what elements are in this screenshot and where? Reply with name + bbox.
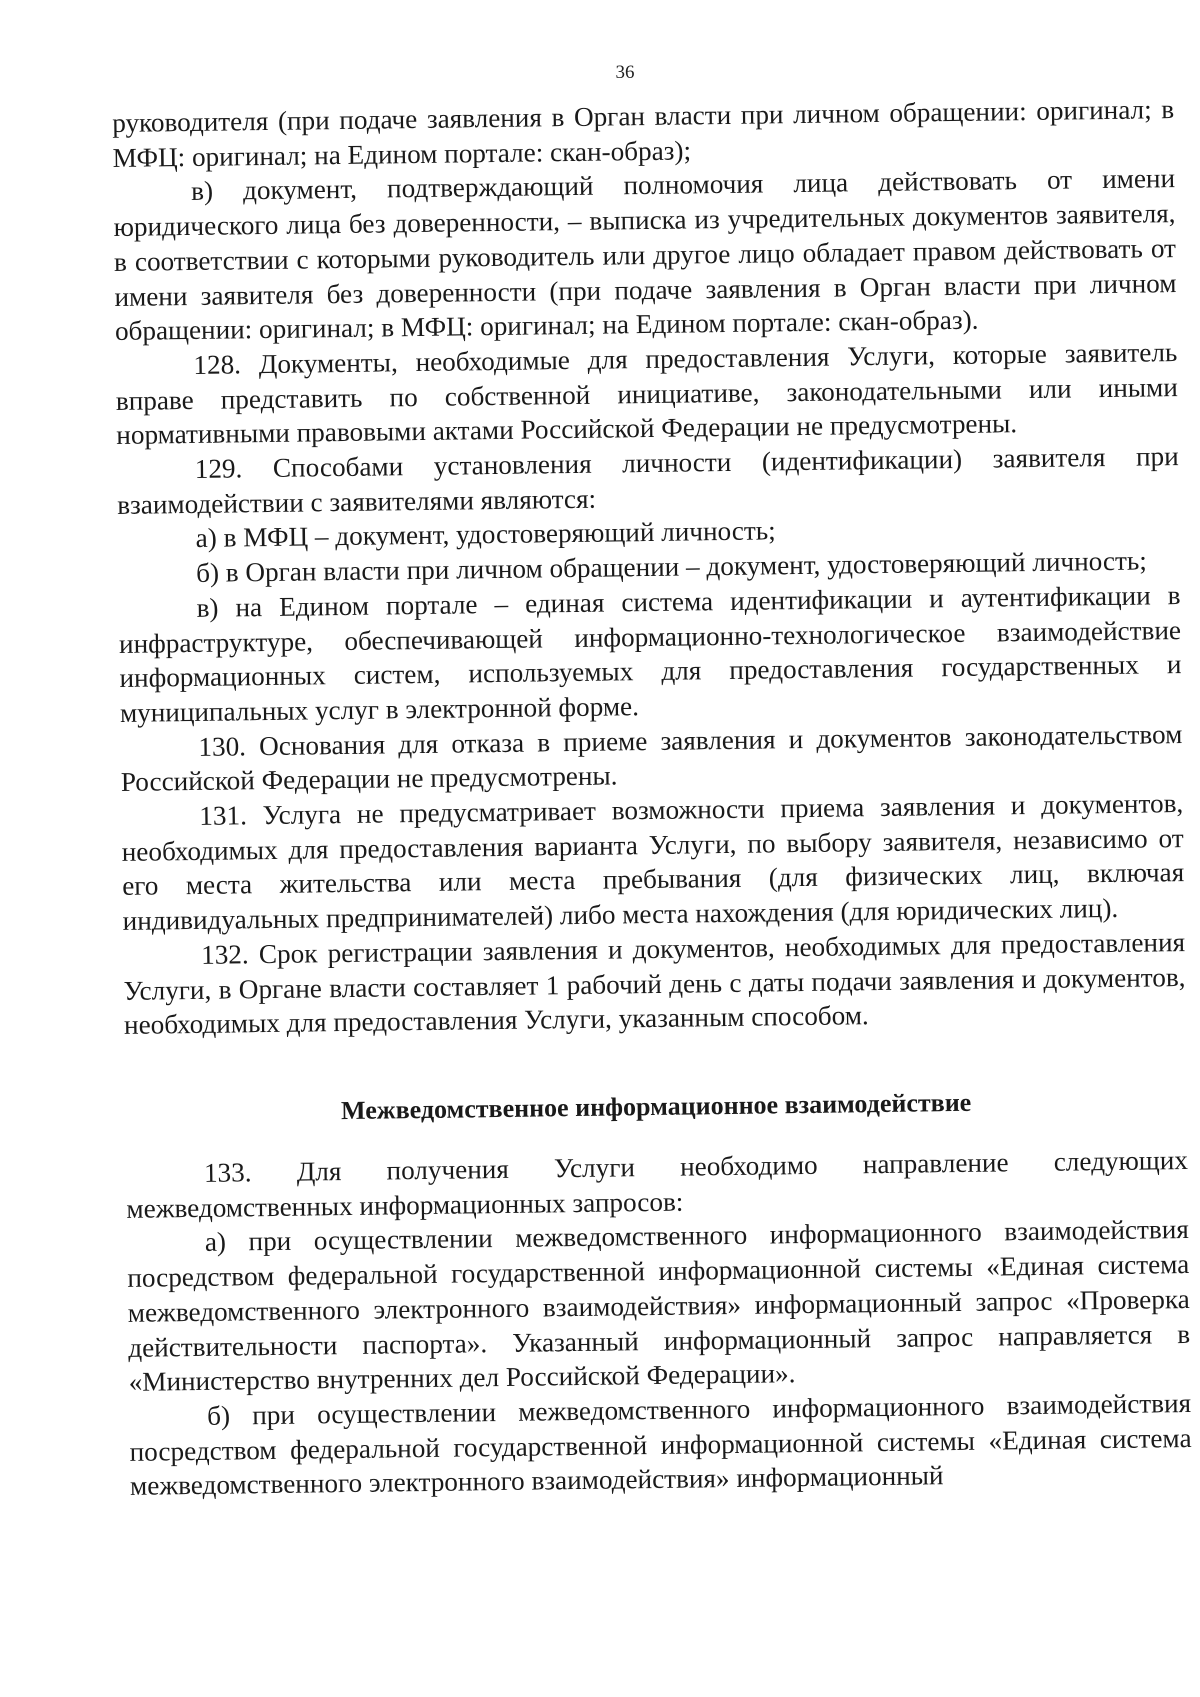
paragraph-133-b: б) при осуществлении межведомственного информационного взаимодействия посредством федеральной государственной информационной системы «Единая система межведомственного электронного взаимодействия» информационный [129, 1387, 1192, 1502]
document-body [112, 92, 1192, 1504]
paragraph-129-b: б) в Орган власти при личном обращении – документ, удостоверяющий личность; [195, 545, 1148, 589]
paragraph-133: 133. Для получения Услуги необходимо направление следующих межведомственных информационных запросов: [126, 1144, 1189, 1224]
paragraph-132: 132. Срок регистрации заявления и документов, необходимых для предоставления Услуги, в Органе власти составляет 1 рабочий день с даты подачи заявления и документов, необходимых для предоставления Услуги, указанным способом. [123, 926, 1186, 1041]
paragraph-131: 131. Услуга не предусматривает возможности приема заявления и документов, необходимых для предоставления варианта Услуги, по выбору заявителя, независимо от его места жительства или места пребывания (для физических лиц, включая индивидуальных предпринимателей) либо места нахождения (для юридических лиц). [121, 788, 1185, 937]
section-heading: Межведомственное информационное взаимодействие [340, 1087, 972, 1126]
paragraph-129-a: а) в МФЦ – документ, удостоверяющий личность; [195, 515, 776, 554]
paragraph-continuation: руководителя (при подаче заявления в Орган власти при личном обращении: оригинал; в МФЦ: оригинал; на Едином портале: скан-образ); [112, 94, 1175, 173]
paragraph-128: 128. Документы, необходимые для предоставления Услуги, которые заявитель вправе представить по собственной инициативе, законодательными или иными нормативными правовыми актами Российской Федерации не предусмотрены. [115, 336, 1178, 451]
paragraph-129: 129. Способами установления личности (идентификации) заявителя при взаимодействии с заявителями являются: [117, 441, 1179, 520]
paragraph-item-v: в) документ, подтверждающий полномочия лица действовать от имени юридического лица без доверенности, – выписка из учредительных документов заявителя, в соответствии с которыми руководитель или другое лицо обладает правом действовать от имени заявителя без доверенности (при подаче заявления в Орган власти при личном обращении: оригинал; в МФЦ: оригинал; на Едином портале: скан-образ). [113, 163, 1177, 347]
paragraph-129-v: в) на Едином портале – единая система идентификации и аутентификации в инфраструктуре, обеспечивающей информационно-технологическое взаимодействие информационных систем, используемых для предоставления государственных и муниципальных услуг в электронной форме. [118, 579, 1182, 728]
paragraph-130: 130. Основания для отказа в приеме заявления и документов законодательством Российской Федерации не предусмотрены. [120, 718, 1183, 798]
page-number: 36 [615, 62, 635, 83]
paragraph-133-a: а) при осуществлении межведомственного информационного взаимодействия посредством федеральной государственной информационной системы «Единая система межведомственного электронного взаимодействия» информационный запрос «Проверка действительности паспорта». Указанный информационный запрос направляется в «Министерство внутренних дел Российской Федерации». [127, 1214, 1191, 1398]
